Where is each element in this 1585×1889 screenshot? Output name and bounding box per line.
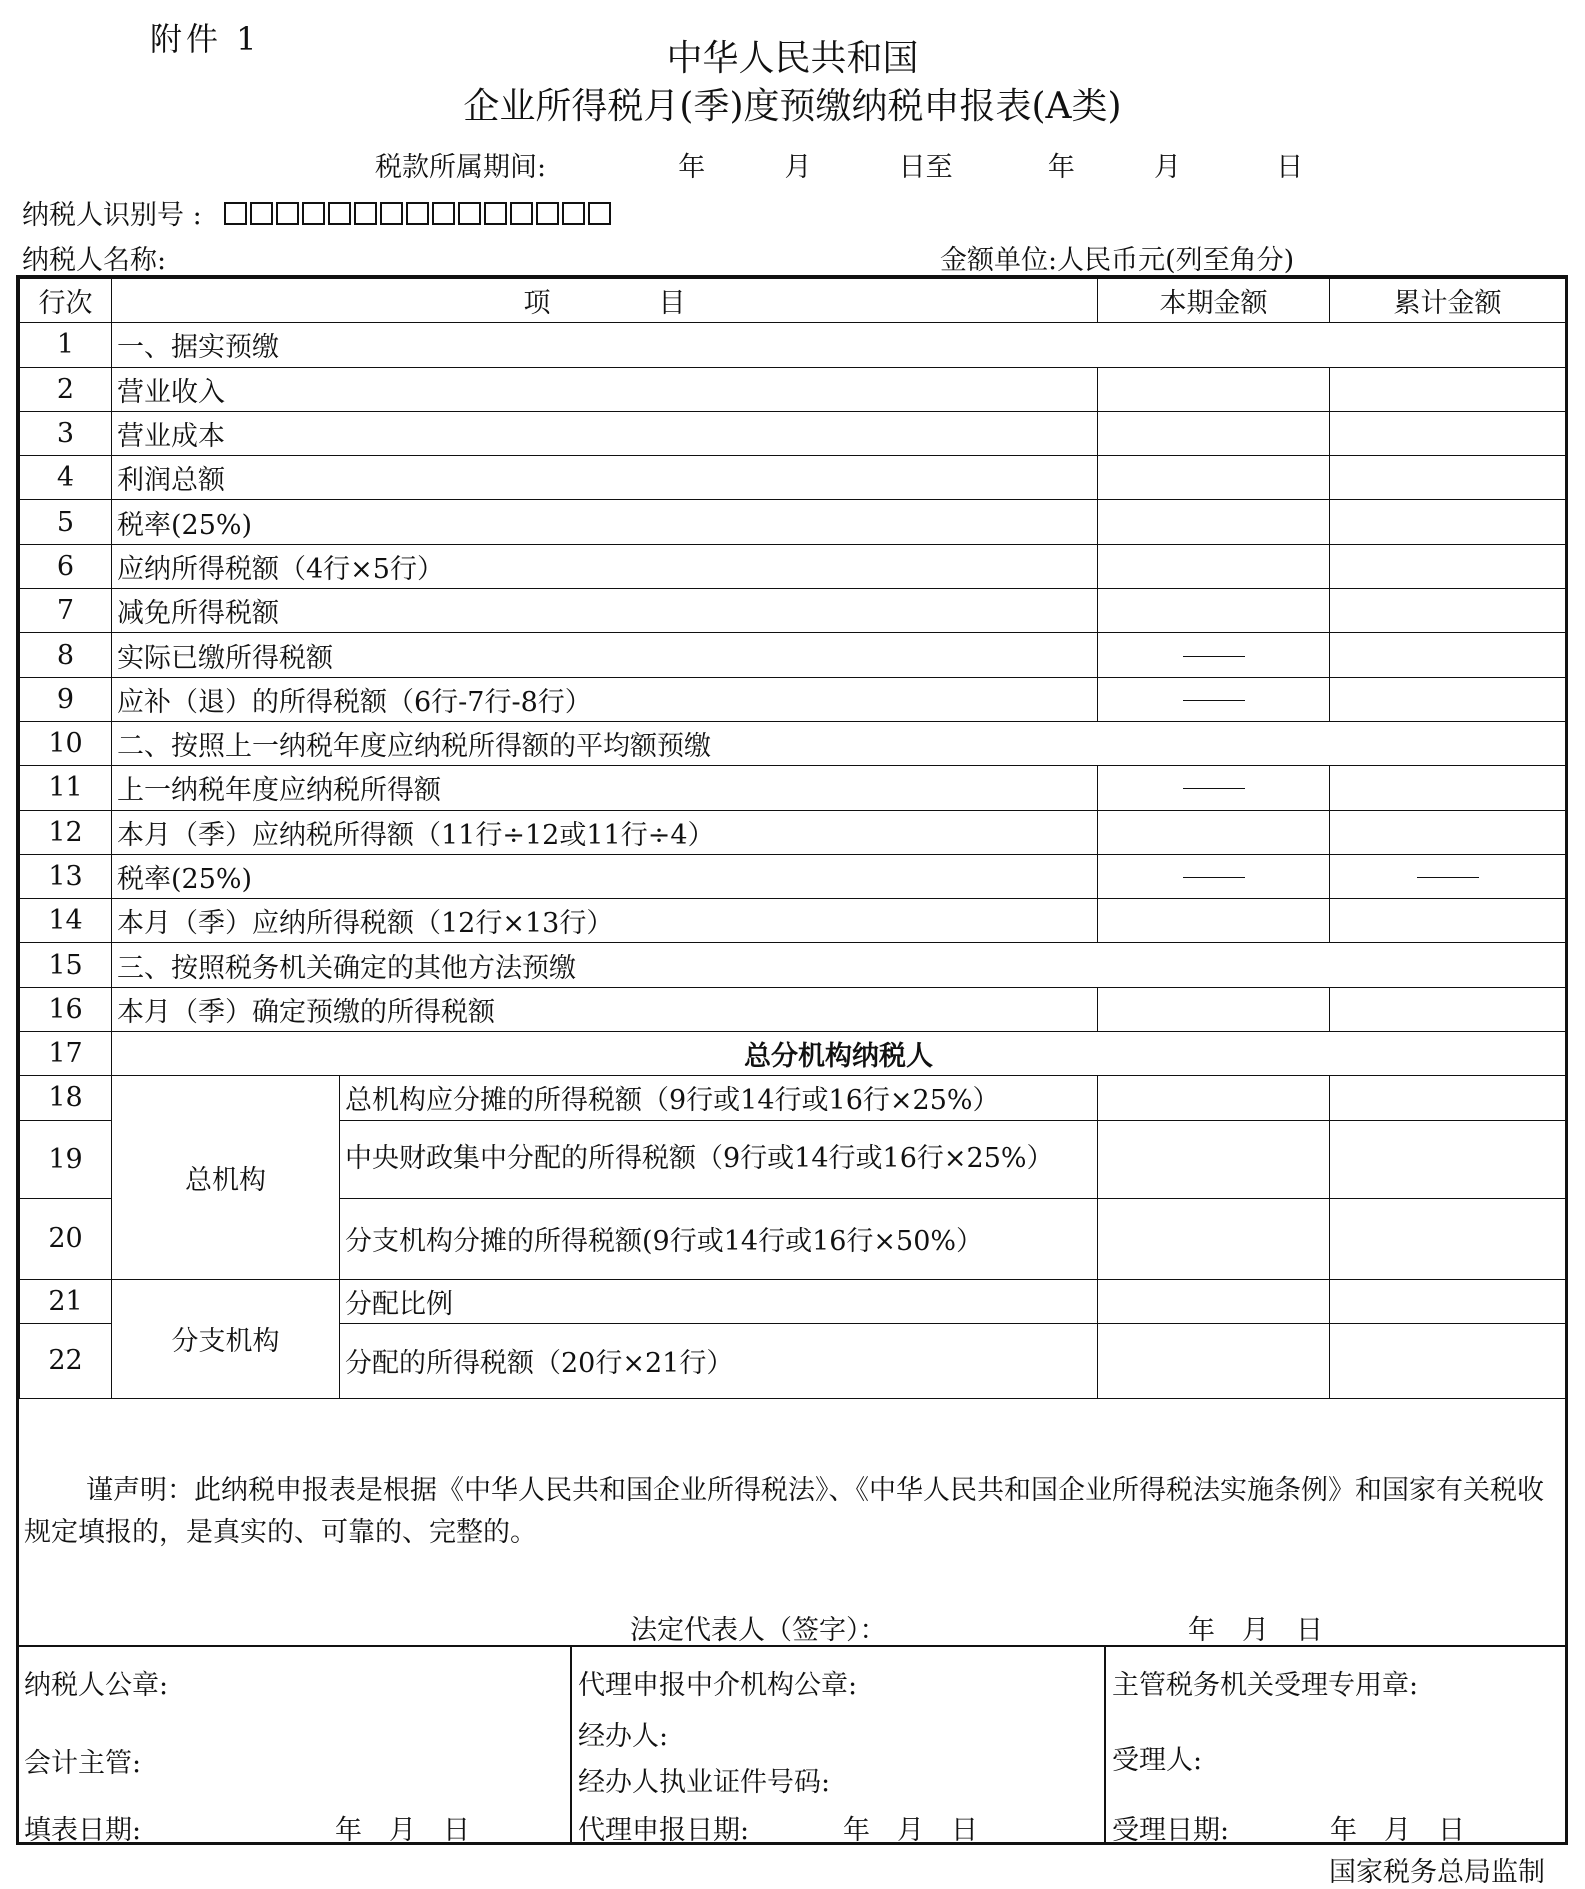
taxpayer-id-label: 纳税人识别号 : bbox=[22, 200, 202, 231]
agent-date-label: 代理申报日期: bbox=[578, 1815, 750, 1846]
table-row bbox=[20, 1032, 1566, 1076]
current-amount-cell[interactable] bbox=[1098, 1076, 1330, 1120]
current-amount-cell[interactable] bbox=[1098, 456, 1330, 500]
row-number: 12 bbox=[20, 810, 112, 854]
table-row bbox=[20, 854, 1566, 898]
bureau-imprint: 国家税务总局监制 bbox=[1329, 1857, 1545, 1888]
cumulative-amount-cell[interactable] bbox=[1330, 411, 1566, 455]
row-item: 总机构应分摊的所得税额（9行或14行或16行×25%） bbox=[340, 1076, 1098, 1120]
row-item: 上一纳税年度应纳税所得额 bbox=[112, 766, 1098, 810]
current-amount-cell[interactable] bbox=[1098, 1120, 1330, 1198]
table-row bbox=[20, 987, 1566, 1031]
table-row bbox=[20, 766, 1566, 810]
table-row bbox=[20, 367, 1566, 411]
row-number: 16 bbox=[20, 987, 112, 1031]
row-number: 1 bbox=[20, 323, 112, 367]
currency-unit: 金额单位:人民币元(列至角分) bbox=[940, 245, 1295, 276]
header-cumulative: 累计金额 bbox=[1330, 279, 1566, 323]
legal-rep-date: 年 月 日 bbox=[1188, 1615, 1323, 1646]
tax-period bbox=[375, 145, 1303, 184]
row-item: 应补（退）的所得税额（6行-7行-8行） bbox=[112, 677, 1098, 721]
cumulative-amount-cell[interactable] bbox=[1330, 677, 1566, 721]
row-item: 本月（季）确定预缴的所得税额 bbox=[112, 987, 1098, 1031]
table-row bbox=[20, 1279, 1566, 1323]
handler-label: 经办人: bbox=[578, 1721, 669, 1752]
current-amount-na bbox=[1098, 677, 1330, 721]
table-row bbox=[20, 899, 1566, 943]
attachment-label: 附件 1 bbox=[150, 20, 261, 58]
header-item: 项 目 bbox=[112, 279, 1098, 323]
row-item: 本月（季）应纳税所得额（11行÷12或11行÷4） bbox=[112, 810, 1098, 854]
row-number: 11 bbox=[20, 766, 112, 810]
row-item: 应纳所得税额（4行×5行） bbox=[112, 544, 1098, 588]
row-item: 税率(25%) bbox=[112, 500, 1098, 544]
declaration-table bbox=[19, 278, 1566, 1399]
table-row bbox=[20, 943, 1566, 987]
section-title: 二、按照上一纳税年度应纳税所得额的平均额预缴 bbox=[112, 721, 1566, 765]
cumulative-amount-cell[interactable] bbox=[1330, 589, 1566, 633]
table-row bbox=[20, 1076, 1566, 1120]
current-amount-cell[interactable] bbox=[1098, 810, 1330, 854]
footer-divider bbox=[19, 1645, 1565, 1647]
legal-rep-sign-label: 法定代表人（签字）： bbox=[630, 1615, 887, 1646]
current-amount-cell[interactable] bbox=[1098, 500, 1330, 544]
receiver-label: 受理人: bbox=[1112, 1745, 1203, 1776]
title-line-1: 中华人民共和国 bbox=[666, 38, 919, 79]
cumulative-amount-cell[interactable] bbox=[1330, 766, 1566, 810]
table-row bbox=[20, 633, 1566, 677]
cumulative-amount-cell[interactable] bbox=[1330, 500, 1566, 544]
cumulative-amount-cell[interactable] bbox=[1330, 456, 1566, 500]
row-number: 17 bbox=[20, 1032, 112, 1076]
tax-office-seal-label: 主管税务机关受理专用章: bbox=[1112, 1670, 1419, 1701]
tax-period-label: 税款所属期间: bbox=[375, 152, 547, 183]
row-number: 18 bbox=[20, 1076, 112, 1120]
row-number: 3 bbox=[20, 411, 112, 455]
taxpayer-seal-label: 纳税人公章: bbox=[24, 1670, 169, 1701]
row-number: 14 bbox=[20, 899, 112, 943]
period-day-2: 日 bbox=[1276, 152, 1304, 183]
accept-date-label: 受理日期: bbox=[1112, 1815, 1230, 1846]
group-head-office: 总机构 bbox=[112, 1076, 340, 1279]
row-item: 分配的所得税额（20行×21行） bbox=[340, 1323, 1098, 1398]
row-number: 20 bbox=[20, 1198, 112, 1279]
cumulative-amount-cell[interactable] bbox=[1330, 1323, 1566, 1398]
row-item: 税率(25%) bbox=[112, 854, 1098, 898]
table-row bbox=[20, 677, 1566, 721]
group-branch: 分支机构 bbox=[112, 1279, 340, 1398]
row-number: 21 bbox=[20, 1279, 112, 1323]
row-item: 减免所得税额 bbox=[112, 589, 1098, 633]
row-item: 实际已缴所得税额 bbox=[112, 633, 1098, 677]
period-month-2: 月 bbox=[1154, 152, 1182, 183]
current-amount-cell[interactable] bbox=[1098, 1198, 1330, 1279]
current-amount-cell[interactable] bbox=[1098, 899, 1330, 943]
fill-date-label: 填表日期: bbox=[24, 1815, 142, 1846]
cumulative-amount-cell[interactable] bbox=[1330, 633, 1566, 677]
row-number: 2 bbox=[20, 367, 112, 411]
table-row bbox=[20, 589, 1566, 633]
taxpayer-id-row bbox=[22, 193, 614, 232]
agent-date-value: 年 月 日 bbox=[843, 1815, 978, 1846]
row-number: 6 bbox=[20, 544, 112, 588]
row-number: 15 bbox=[20, 943, 112, 987]
cumulative-amount-cell[interactable] bbox=[1330, 899, 1566, 943]
section-title: 总分机构纳税人 bbox=[112, 1032, 1566, 1076]
current-amount-cell[interactable] bbox=[1098, 544, 1330, 588]
current-amount-na bbox=[1098, 854, 1330, 898]
row-number: 13 bbox=[20, 854, 112, 898]
current-amount-cell[interactable] bbox=[1098, 367, 1330, 411]
row-item: 分支机构分摊的所得税额(9行或14行或16行×50%） bbox=[340, 1198, 1098, 1279]
current-amount-cell[interactable] bbox=[1098, 987, 1330, 1031]
row-number: 19 bbox=[20, 1120, 112, 1198]
accountant-label: 会计主管: bbox=[24, 1748, 142, 1779]
header-current: 本期金额 bbox=[1098, 279, 1330, 323]
current-amount-na bbox=[1098, 766, 1330, 810]
row-item: 营业收入 bbox=[112, 367, 1098, 411]
cumulative-amount-cell[interactable] bbox=[1330, 1120, 1566, 1198]
row-item: 利润总额 bbox=[112, 456, 1098, 500]
period-day-1: 日至 bbox=[898, 152, 953, 183]
row-item: 本月（季）应纳所得税额（12行×13行） bbox=[112, 899, 1098, 943]
table-row bbox=[20, 456, 1566, 500]
row-number: 5 bbox=[20, 500, 112, 544]
declaration-text: 谨声明：此纳税申报表是根据《中华人民共和国企业所得税法》、《中华人民共和国企业所得税法实施条例》和国家有关税收规定填报的，是真实的、可靠的、完整的。 bbox=[24, 1475, 1544, 1548]
table-row bbox=[20, 810, 1566, 854]
taxpayer-name-label: 纳税人名称: bbox=[22, 245, 167, 276]
row-item: 分配比例 bbox=[340, 1279, 1098, 1323]
period-year-2: 年 bbox=[1047, 152, 1075, 183]
row-number: 10 bbox=[20, 721, 112, 765]
cumulative-amount-cell[interactable] bbox=[1330, 810, 1566, 854]
table-row bbox=[20, 411, 1566, 455]
row-number: 9 bbox=[20, 677, 112, 721]
current-amount-na bbox=[1098, 633, 1330, 677]
current-amount-cell[interactable] bbox=[1098, 411, 1330, 455]
section-title: 三、按照税务机关确定的其他方法预缴 bbox=[112, 943, 1566, 987]
table-row bbox=[20, 544, 1566, 588]
cumulative-amount-cell[interactable] bbox=[1330, 1076, 1566, 1120]
cumulative-amount-cell[interactable] bbox=[1330, 1198, 1566, 1279]
row-item: 营业成本 bbox=[112, 411, 1098, 455]
footer-col-divider-2 bbox=[1104, 1645, 1106, 1842]
title-line-2: 企业所得税月(季)度预缴纳税申报表(A类) bbox=[463, 86, 1122, 127]
header-row-no: 行次 bbox=[20, 279, 112, 323]
accept-date-value: 年 月 日 bbox=[1330, 1815, 1465, 1846]
footer-col-divider-1 bbox=[570, 1645, 572, 1842]
cumulative-amount-na bbox=[1330, 854, 1566, 898]
table-header-row bbox=[20, 279, 1566, 323]
current-amount-cell[interactable] bbox=[1098, 1279, 1330, 1323]
cumulative-amount-cell[interactable] bbox=[1330, 544, 1566, 588]
table-row bbox=[20, 721, 1566, 765]
row-number: 8 bbox=[20, 633, 112, 677]
cumulative-amount-cell[interactable] bbox=[1330, 1279, 1566, 1323]
current-amount-cell[interactable] bbox=[1098, 1323, 1330, 1398]
row-number: 7 bbox=[20, 589, 112, 633]
current-amount-cell[interactable] bbox=[1098, 589, 1330, 633]
license-label: 经办人执业证件号码: bbox=[578, 1767, 831, 1798]
fill-date-value: 年 月 日 bbox=[335, 1815, 470, 1846]
period-month-1: 月 bbox=[784, 152, 812, 183]
cumulative-amount-cell[interactable] bbox=[1330, 987, 1566, 1031]
row-number: 4 bbox=[20, 456, 112, 500]
row-item: 中央财政集中分配的所得税额（9行或14行或16行×25%） bbox=[340, 1120, 1098, 1198]
table-row bbox=[20, 500, 1566, 544]
cumulative-amount-cell[interactable] bbox=[1330, 367, 1566, 411]
section-title: 一、据实预缴 bbox=[112, 323, 1566, 367]
taxpayer-id-boxes[interactable] bbox=[224, 201, 614, 232]
table-row bbox=[20, 323, 1566, 367]
agent-seal-label: 代理申报中介机构公章: bbox=[578, 1670, 858, 1701]
row-number: 22 bbox=[20, 1323, 112, 1398]
period-year-1: 年 bbox=[678, 152, 706, 183]
